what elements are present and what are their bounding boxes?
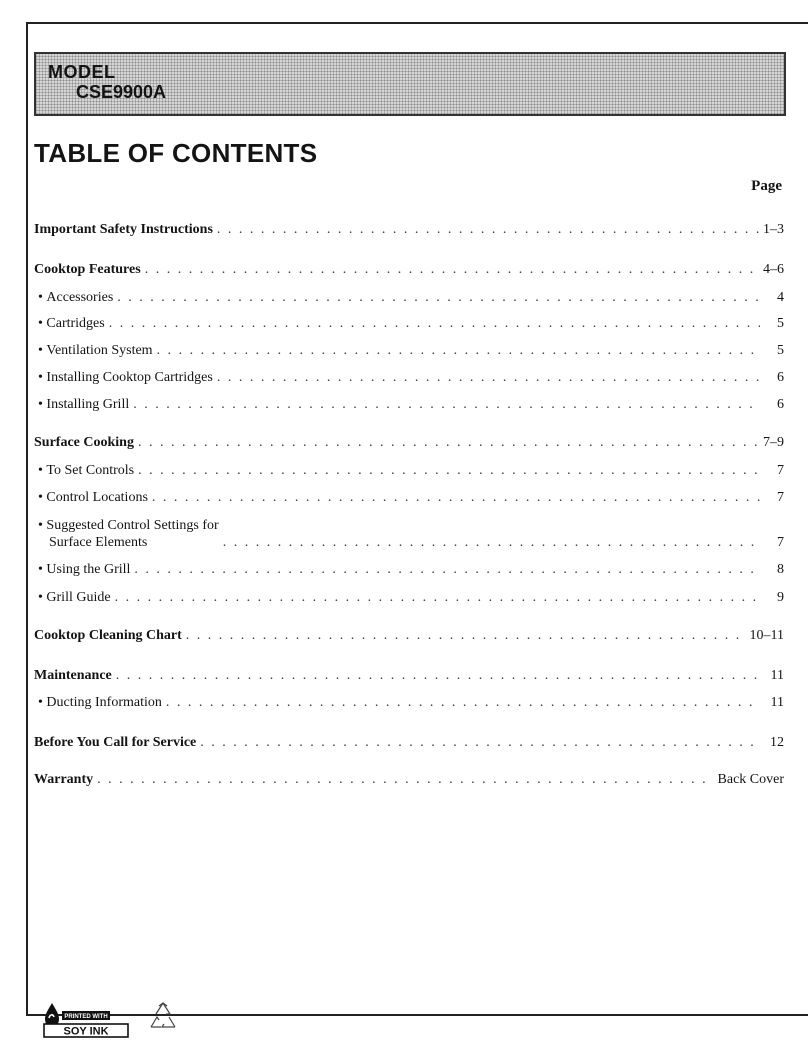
dot-leader — [138, 434, 759, 451]
dot-leader — [145, 261, 759, 278]
toc-entry-safety-instructions — [34, 221, 784, 238]
toc-entry-label-line2: Surface Elements — [49, 535, 148, 550]
toc-entry-control-locations — [38, 489, 784, 506]
toc-entry-using-grill — [38, 561, 784, 578]
toc-entry-page: 1–3 — [763, 222, 784, 237]
toc-entry-page: 5 — [777, 343, 784, 358]
toc-entry-set-controls — [38, 462, 784, 479]
toc-entry-page: 12 — [770, 735, 784, 750]
model-number: CSE9900A — [76, 82, 167, 102]
dot-leader — [138, 462, 760, 479]
dot-leader — [109, 315, 760, 332]
toc-entry-before-service — [34, 734, 784, 751]
toc-entry-page: 10–11 — [749, 628, 784, 643]
toc-entry-page: 4–6 — [763, 262, 784, 277]
toc-entry-warranty — [34, 771, 784, 788]
page-column-header: Page — [751, 178, 782, 194]
toc-entry-ducting-information — [38, 694, 784, 711]
toc-entry-surface-cooking — [34, 434, 784, 451]
toc-entry-label: Surface Cooking — [34, 435, 134, 450]
toc-entry-page: 7 — [777, 535, 784, 550]
toc-entry-label: • Installing Cooktop Cartridges — [38, 369, 213, 386]
page-title: TABLE OF CONTENTS — [34, 138, 318, 168]
toc-entry-page: 4 — [777, 290, 784, 305]
soy-logo-printed-with: PRINTED WITH — [64, 1014, 108, 1020]
toc-entry-label: Cooktop Cleaning Chart — [34, 628, 182, 643]
toc-entry-label: • Control Locations — [38, 489, 148, 506]
toc-entry-page: 6 — [777, 370, 784, 385]
toc-entry-page: Back Cover — [717, 772, 784, 787]
dot-leader — [117, 289, 760, 306]
toc-entry-suggested-settings — [38, 517, 784, 551]
dot-leader — [116, 667, 760, 684]
toc-entry-page: 11 — [770, 668, 784, 683]
toc-entry-accessories — [38, 289, 784, 306]
toc-entry-label: • Installing Grill — [38, 396, 129, 413]
dot-leader — [115, 589, 760, 606]
toc-entry-label: • To Set Controls — [38, 462, 134, 479]
dot-leader — [134, 561, 760, 578]
toc-entry-label — [38, 517, 219, 551]
dot-leader — [217, 369, 760, 386]
toc-entry-label-line1: Suggested Control Settings for — [46, 518, 219, 533]
toc-entry-installing-grill — [38, 396, 784, 413]
toc-entry-installing-cartridges — [38, 369, 784, 386]
dot-leader — [223, 534, 760, 551]
toc-entry-label: Warranty — [34, 772, 94, 787]
model-label: MODEL — [48, 62, 116, 82]
dot-leader — [166, 694, 760, 711]
dot-leader — [186, 627, 746, 644]
toc-entry-page: 11 — [770, 695, 784, 710]
toc-entry-maintenance — [34, 667, 784, 684]
toc-entry-label: • Accessories — [38, 289, 113, 306]
toc-entry-page: 5 — [777, 316, 784, 331]
dot-leader — [217, 221, 759, 238]
recycle-icon — [146, 1000, 180, 1034]
toc-entry-cleaning-chart — [34, 627, 784, 644]
dot-leader — [200, 734, 760, 751]
toc-entry-cartridges — [38, 315, 784, 332]
toc-entry-label: Before You Call for Service — [34, 735, 197, 750]
toc-entry-label: • Grill Guide — [38, 589, 111, 606]
dot-leader — [133, 396, 760, 413]
toc-entry-page: 7–9 — [763, 435, 784, 450]
toc-entry-page: 8 — [777, 562, 784, 577]
toc-entry-label: • Cartridges — [38, 315, 105, 332]
toc-entry-page: 7 — [777, 490, 784, 505]
toc-entry-cooktop-features — [34, 261, 784, 278]
toc-entry-label: Maintenance — [34, 668, 112, 683]
toc-entry-label: Important Safety Instructions — [34, 222, 213, 237]
toc-entry-page: 9 — [777, 590, 784, 605]
dot-leader — [152, 489, 760, 506]
toc-entry-label: • Using the Grill — [38, 561, 130, 578]
toc-entry-label: • Ventilation System — [38, 342, 153, 359]
soy-logo-soy-ink: SOY INK — [63, 1025, 109, 1038]
soy-ink-logo-icon — [42, 1000, 132, 1038]
toc-entry-label: • Ducting Information — [38, 694, 162, 711]
toc-entry-grill-guide — [38, 589, 784, 606]
toc-entry-ventilation-system — [38, 342, 784, 359]
toc-entry-page: 7 — [777, 463, 784, 478]
toc-entry-label: Cooktop Features — [34, 262, 141, 277]
toc-entry-page: 6 — [777, 397, 784, 412]
dot-leader — [157, 342, 760, 359]
dot-leader — [97, 771, 713, 788]
